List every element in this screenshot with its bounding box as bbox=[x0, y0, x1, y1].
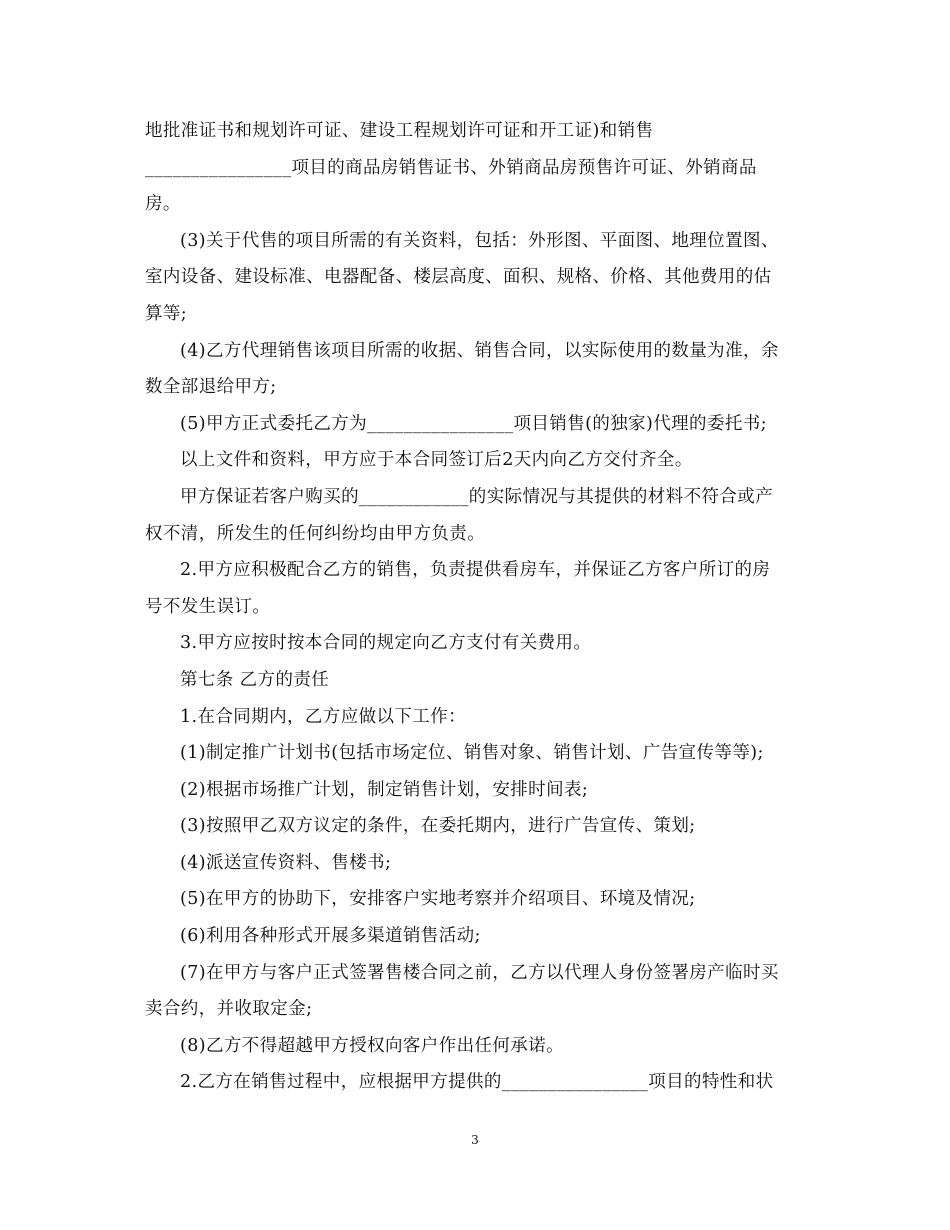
text-line: ________________项目的商品房销售证书、外销商品房预售许可证、外销商品 bbox=[145, 157, 757, 178]
section-heading: 第七条 乙方的责任 bbox=[180, 669, 330, 690]
text-line: 1.在合同期内，乙方应做以下工作： bbox=[180, 706, 466, 727]
document-body bbox=[145, 113, 805, 1101]
page-number: 3 bbox=[471, 1133, 479, 1147]
text-line: 甲方保证若客户购买的____________的实际情况与其提供的材料不符合或产 bbox=[180, 486, 774, 507]
text-line: (6)利用各种形式开展多渠道销售活动; bbox=[180, 926, 481, 947]
text-line: (4)派送宣传资料、售楼书; bbox=[180, 852, 392, 873]
text-line: 权不清，所发生的任何纠纷均由甲方负责。 bbox=[145, 523, 486, 544]
text-line: (2)根据市场推广计划，制定销售计划，安排时间表; bbox=[180, 779, 589, 800]
text-line: 房。 bbox=[145, 194, 181, 215]
text-line: (4)乙方代理销售该项目所需的收据、销售合同，以实际使用的数量为准，余 bbox=[180, 340, 779, 361]
text-line: 3.甲方应按时按本合同的规定向乙方支付有关费用。 bbox=[180, 633, 592, 654]
text-line: (3)关于代售的项目所需的有关资料，包括：外形图、平面图、地理位置图、 bbox=[180, 230, 779, 251]
text-line: 数全部退给甲方; bbox=[145, 377, 277, 398]
text-line: (5)甲方正式委托乙方为________________项目销售(的独家)代理的委托书; bbox=[180, 413, 767, 434]
text-line: 以上文件和资料，甲方应于本合同签订后2天内向乙方交付齐全。 bbox=[180, 450, 693, 471]
text-line: 号不发生误订。 bbox=[145, 596, 271, 617]
text-line: (7)在甲方与客户正式签署售楼合同之前，乙方以代理人身份签署房产临时买 bbox=[180, 962, 779, 983]
text-line: 室内设备、建设标准、电器配备、楼层高度、面积、规格、价格、其他费用的估 bbox=[145, 267, 772, 288]
text-line: 2.乙方在销售过程中，应根据甲方提供的________________项目的特性和状 bbox=[180, 1072, 774, 1093]
text-line: (8)乙方不得超越甲方授权向客户作出任何承诺。 bbox=[180, 1035, 564, 1056]
text-line: (5)在甲方的协助下，安排客户实地考察并介绍项目、环境及情况; bbox=[180, 889, 696, 910]
text-line: 算等; bbox=[145, 303, 188, 324]
text-line: 卖合约，并收取定金; bbox=[145, 999, 313, 1020]
text-line: 2.甲方应积极配合乙方的销售，负责提供看房车，并保证乙方客户所订的房 bbox=[180, 560, 771, 581]
text-line: 地批准证书和规划许可证、建设工程规划许可证和开工证)和销售 bbox=[145, 121, 654, 141]
text-line: (3)按照甲乙双方议定的条件，在委托期内，进行广告宣传、策划; bbox=[180, 816, 696, 837]
text-line: (1)制定推广计划书(包括市场定位、销售对象、销售计划、广告宣传等等); bbox=[180, 743, 764, 764]
